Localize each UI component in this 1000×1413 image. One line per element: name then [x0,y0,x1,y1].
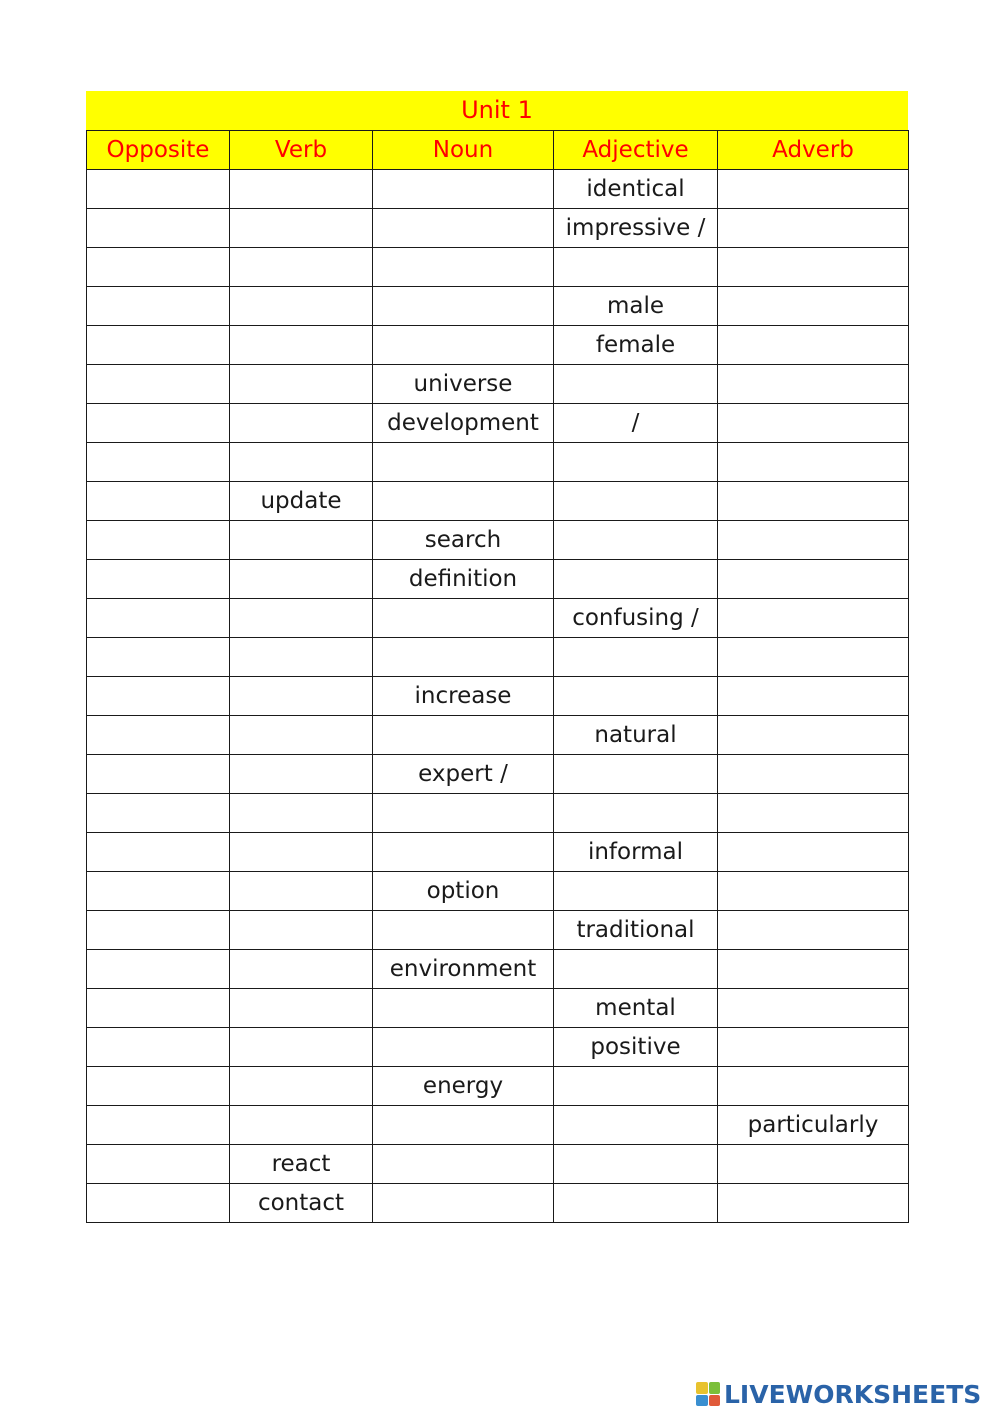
answer-cell-opposite[interactable] [87,1028,230,1067]
answer-cell-adverb[interactable] [718,872,909,911]
answer-cell-verb[interactable] [230,1067,373,1106]
answer-cell-verb[interactable] [230,326,373,365]
answer-cell-opposite[interactable] [87,599,230,638]
answer-cell-adverb[interactable] [718,755,909,794]
table-row [87,794,909,833]
table-row [87,326,909,365]
answer-cell-verb[interactable] [230,755,373,794]
answer-cell-opposite[interactable] [87,755,230,794]
answer-cell-verb[interactable] [230,443,373,482]
answer-cell-adverb[interactable] [718,1145,909,1184]
brand-text: LIVEWORKSHEETS [724,1379,982,1409]
answer-cell-noun[interactable] [373,599,554,638]
table-row [87,716,909,755]
answer-cell-adjective[interactable] [554,794,718,833]
answer-cell-opposite[interactable] [87,365,230,404]
word-cell-noun: definition [373,560,554,599]
answer-cell-adverb[interactable] [718,560,909,599]
answer-cell-opposite[interactable] [87,638,230,677]
word-cell-adjective: female [554,326,718,365]
answer-cell-adjective[interactable] [554,443,718,482]
answer-cell-adverb[interactable] [718,209,909,248]
word-cell-verb: contact [230,1184,373,1223]
answer-cell-verb[interactable] [230,365,373,404]
word-cell-noun: increase [373,677,554,716]
word-cell-verb: update [230,482,373,521]
table-row [87,170,909,209]
answer-cell-adjective[interactable] [554,482,718,521]
answer-cell-verb[interactable] [230,599,373,638]
table-row [87,248,909,287]
table-row [87,443,909,482]
answer-cell-adjective[interactable] [554,521,718,560]
table-row [87,989,909,1028]
answer-cell-adverb[interactable] [718,638,909,677]
word-cell-adjective: impressive / [554,209,718,248]
answer-cell-verb[interactable] [230,1028,373,1067]
answer-cell-verb[interactable] [230,677,373,716]
answer-cell-adverb[interactable] [718,599,909,638]
table-row [87,1184,909,1223]
answer-cell-opposite[interactable] [87,911,230,950]
table-row [87,209,909,248]
answer-cell-opposite[interactable] [87,1067,230,1106]
word-cell-noun: search [373,521,554,560]
answer-cell-noun[interactable] [373,482,554,521]
word-cell-adjective: male [554,287,718,326]
answer-cell-verb[interactable] [230,794,373,833]
answer-cell-opposite[interactable] [87,716,230,755]
answer-cell-adjective[interactable] [554,638,718,677]
table-row [87,638,909,677]
table-row [87,1106,909,1145]
answer-cell-verb[interactable] [230,833,373,872]
answer-cell-adverb[interactable] [718,521,909,560]
answer-cell-opposite[interactable] [87,989,230,1028]
answer-cell-adverb[interactable] [718,326,909,365]
answer-cell-adverb[interactable] [718,248,909,287]
answer-cell-noun[interactable] [373,1145,554,1184]
answer-cell-adverb[interactable] [718,833,909,872]
answer-cell-verb[interactable] [230,638,373,677]
answer-cell-verb[interactable] [230,287,373,326]
answer-cell-verb[interactable] [230,560,373,599]
answer-cell-opposite[interactable] [87,482,230,521]
table-row [87,1028,909,1067]
answer-cell-adjective[interactable] [554,872,718,911]
answer-cell-adverb[interactable] [718,677,909,716]
table-row [87,755,909,794]
answer-cell-noun[interactable] [373,287,554,326]
answer-cell-adjective[interactable] [554,365,718,404]
answer-cell-noun[interactable] [373,248,554,287]
table-row [87,482,909,521]
table-row [87,677,909,716]
answer-cell-adverb[interactable] [718,1028,909,1067]
answer-cell-opposite[interactable] [87,443,230,482]
word-cell-noun: energy [373,1067,554,1106]
answer-cell-adjective[interactable] [554,560,718,599]
answer-cell-adverb[interactable] [718,911,909,950]
answer-cell-noun[interactable] [373,989,554,1028]
answer-cell-noun[interactable] [373,833,554,872]
table-row [87,287,909,326]
answer-cell-adjective[interactable] [554,755,718,794]
answer-cell-verb[interactable] [230,989,373,1028]
answer-cell-adverb[interactable] [718,989,909,1028]
liveworksheets-brand [696,1376,981,1412]
word-cell-noun: environment [373,950,554,989]
word-cell-noun: option [373,872,554,911]
table-row [87,950,909,989]
table-body [87,170,909,1223]
word-cell-adjective: / [554,404,718,443]
answer-cell-verb[interactable] [230,521,373,560]
word-cell-adjective: confusing / [554,599,718,638]
worksheet [86,91,908,1223]
word-cell-adjective: positive [554,1028,718,1067]
answer-cell-noun[interactable] [373,326,554,365]
answer-cell-adjective[interactable] [554,1145,718,1184]
table-row [87,365,909,404]
word-cell-noun: universe [373,365,554,404]
answer-cell-noun[interactable] [373,1184,554,1223]
answer-cell-adverb[interactable] [718,443,909,482]
table-row [87,872,909,911]
column-header-verb: Verb [230,131,373,170]
answer-cell-opposite[interactable] [87,794,230,833]
answer-cell-adjective[interactable] [554,248,718,287]
answer-cell-adverb[interactable] [718,716,909,755]
answer-cell-opposite[interactable] [87,677,230,716]
word-cell-adjective: identical [554,170,718,209]
answer-cell-opposite[interactable] [87,560,230,599]
answer-cell-adjective[interactable] [554,950,718,989]
answer-cell-adverb[interactable] [718,1184,909,1223]
answer-cell-opposite[interactable] [87,521,230,560]
column-header-adverb: Adverb [718,131,909,170]
answer-cell-noun[interactable] [373,1106,554,1145]
answer-cell-noun[interactable] [373,794,554,833]
answer-cell-verb[interactable] [230,170,373,209]
answer-cell-noun[interactable] [373,209,554,248]
liveworksheets-logo-icon [696,1382,720,1406]
answer-cell-verb[interactable] [230,1106,373,1145]
answer-cell-opposite[interactable] [87,287,230,326]
word-cell-adjective: mental [554,989,718,1028]
answer-cell-adjective[interactable] [554,1184,718,1223]
column-header-opposite: Opposite [87,131,230,170]
answer-cell-verb[interactable] [230,872,373,911]
answer-cell-adverb[interactable] [718,365,909,404]
answer-cell-opposite[interactable] [87,950,230,989]
word-cell-adjective: traditional [554,911,718,950]
answer-cell-opposite[interactable] [87,1145,230,1184]
table-row [87,911,909,950]
answer-cell-verb[interactable] [230,209,373,248]
answer-cell-adverb[interactable] [718,170,909,209]
answer-cell-opposite[interactable] [87,326,230,365]
vocabulary-table [86,130,909,1223]
answer-cell-noun[interactable] [373,716,554,755]
table-row [87,1145,909,1184]
answer-cell-noun[interactable] [373,1028,554,1067]
answer-cell-opposite[interactable] [87,1184,230,1223]
table-row [87,599,909,638]
word-cell-adjective: natural [554,716,718,755]
word-cell-adverb: particularly [718,1106,909,1145]
answer-cell-opposite[interactable] [87,872,230,911]
worksheet-title: Unit 1 [86,91,908,130]
table-row [87,560,909,599]
answer-cell-opposite[interactable] [87,404,230,443]
word-cell-noun: development [373,404,554,443]
answer-cell-adverb[interactable] [718,794,909,833]
answer-cell-verb[interactable] [230,248,373,287]
answer-cell-adverb[interactable] [718,404,909,443]
word-cell-adjective: informal [554,833,718,872]
answer-cell-verb[interactable] [230,404,373,443]
column-header-adjective: Adjective [554,131,718,170]
answer-cell-noun[interactable] [373,911,554,950]
answer-cell-adjective[interactable] [554,677,718,716]
answer-cell-adjective[interactable] [554,1106,718,1145]
answer-cell-noun[interactable] [373,443,554,482]
answer-cell-noun[interactable] [373,638,554,677]
answer-cell-adverb[interactable] [718,482,909,521]
answer-cell-noun[interactable] [373,170,554,209]
answer-cell-verb[interactable] [230,911,373,950]
answer-cell-verb[interactable] [230,950,373,989]
header-row [87,131,909,170]
word-cell-verb: react [230,1145,373,1184]
answer-cell-opposite[interactable] [87,248,230,287]
answer-cell-adjective[interactable] [554,1067,718,1106]
table-row [87,404,909,443]
table-row [87,833,909,872]
answer-cell-opposite[interactable] [87,833,230,872]
table-row [87,1067,909,1106]
word-cell-noun: expert / [373,755,554,794]
answer-cell-verb[interactable] [230,716,373,755]
table-row [87,521,909,560]
column-header-noun: Noun [373,131,554,170]
answer-cell-opposite[interactable] [87,209,230,248]
answer-cell-adverb[interactable] [718,950,909,989]
answer-cell-adverb[interactable] [718,1067,909,1106]
answer-cell-opposite[interactable] [87,1106,230,1145]
answer-cell-adverb[interactable] [718,287,909,326]
answer-cell-opposite[interactable] [87,170,230,209]
